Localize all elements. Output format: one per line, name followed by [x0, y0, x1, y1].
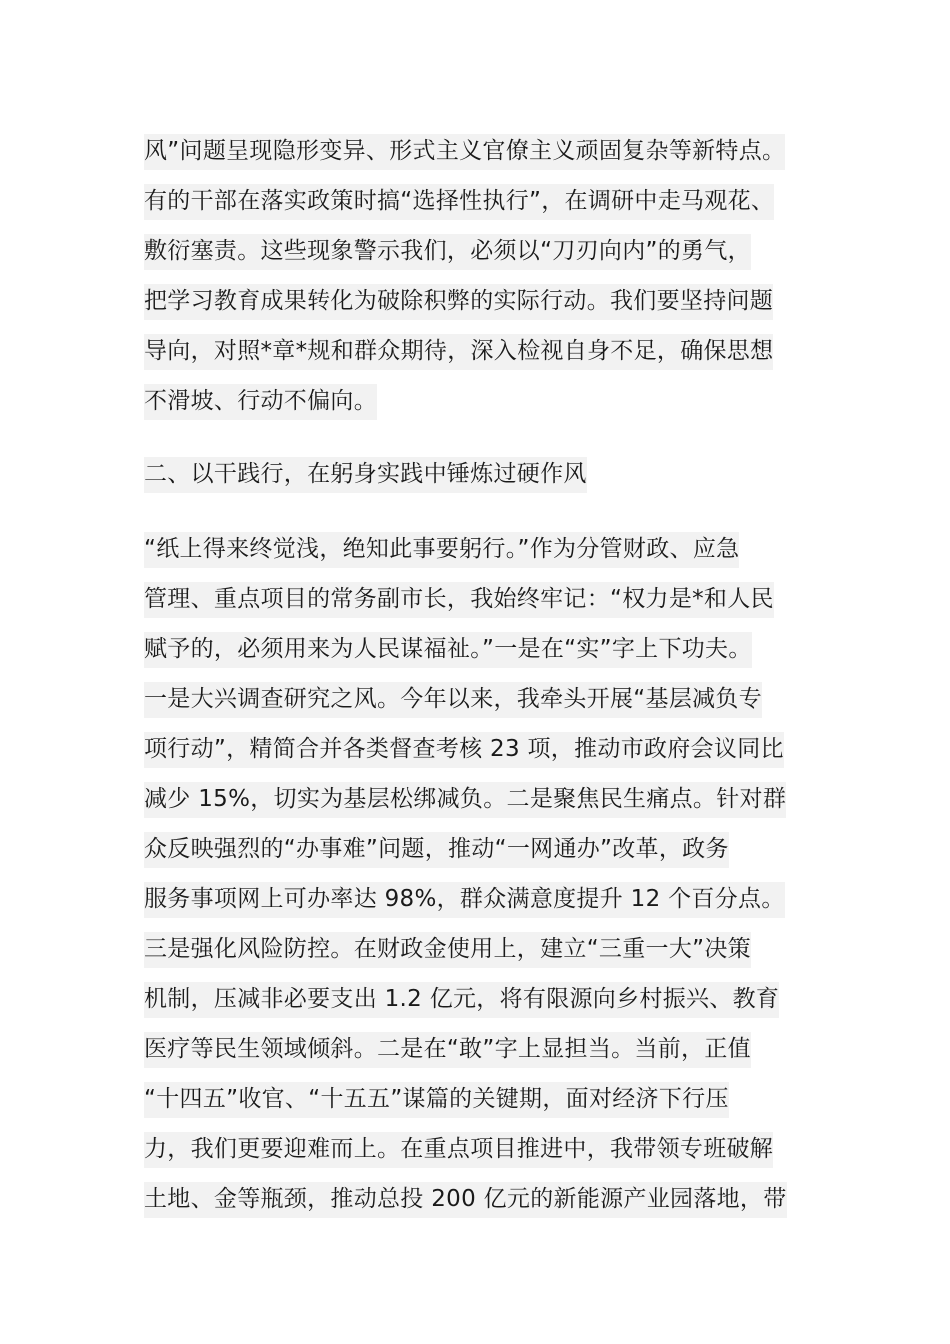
text-line-content: 土地、金等瓶颈，推动总投 200 亿元的新能源产业园落地，带 — [144, 1182, 787, 1218]
text-line-content: 把学习教育成果转化为破除积弊的实际行动。我们要坚持问题 — [144, 284, 773, 320]
text-line — [144, 276, 824, 326]
text-line — [144, 1174, 824, 1224]
text-line — [144, 326, 824, 376]
paragraph-2 — [144, 524, 824, 1224]
text-line — [144, 376, 824, 426]
text-line-content: 减少 15%，切实为基层松绑减负。二是聚焦民生痛点。针对群 — [144, 782, 786, 818]
section-heading-block — [144, 449, 824, 499]
text-line — [144, 674, 824, 724]
text-line-content: “纸上得来终觉浅，绝知此事要躬行。”作为分管财政、应急 — [144, 532, 739, 568]
text-line-content: 敷衍塞责。这些现象警示我们，必须以“刀刃向内”的勇气， — [144, 234, 751, 270]
text-line — [144, 126, 824, 176]
text-line-content: 力，我们更要迎难而上。在重点项目推进中，我带领专班破解 — [144, 1132, 773, 1168]
section-heading — [144, 449, 824, 499]
text-line-content: 管理、重点项目的常务副市长，我始终牢记：“权力是*和人民 — [144, 582, 774, 618]
section-heading-text: 二、以干践行，在躬身实践中锤炼过硬作风 — [144, 457, 587, 493]
text-line — [144, 226, 824, 276]
text-line — [144, 874, 824, 924]
text-line-content: 项行动”，精简合并各类督查考核 23 项，推动市政府会议同比 — [144, 732, 784, 768]
text-line — [144, 774, 824, 824]
text-line-content: 赋予的，必须用来为人民谋福祉。”一是在“实”字上下功夫。 — [144, 632, 752, 668]
text-line — [144, 524, 824, 574]
text-line-content: 机制，压减非必要支出 1.2 亿元，将有限源向乡村振兴、教育 — [144, 982, 779, 1018]
paragraph-1 — [144, 126, 824, 426]
text-line — [144, 624, 824, 674]
text-line — [144, 724, 824, 774]
text-line-content: “十四五”收官、“十五五”谋篇的关键期，面对经济下行压 — [144, 1082, 729, 1118]
text-line — [144, 574, 824, 624]
text-line — [144, 974, 824, 1024]
text-line-content: 有的干部在落实政策时搞“选择性执行”，在调研中走马观花、 — [144, 184, 774, 220]
text-line-content: 医疗等民生领域倾斜。二是在“敢”字上显担当。当前，正值 — [144, 1032, 751, 1068]
text-line-content: 众反映强烈的“办事难”问题，推动“一网通办”改革，政务 — [144, 832, 729, 868]
text-line-content: 服务事项网上可办率达 98%，群众满意度提升 12 个百分点。 — [144, 882, 785, 918]
text-line — [144, 824, 824, 874]
text-line-content: 不滑坡、行动不偏向。 — [144, 384, 377, 420]
text-line-content: 导向，对照*章*规和群众期待，深入检视自身不足，确保思想 — [144, 334, 773, 370]
text-line-content: 风”问题呈现隐形变异、形式主义官僚主义顽固复杂等新特点。 — [144, 134, 785, 170]
text-line — [144, 924, 824, 974]
text-line — [144, 1024, 824, 1074]
text-line — [144, 1124, 824, 1174]
text-line-content: 三是强化风险防控。在财政金使用上，建立“三重一大”决策 — [144, 932, 751, 968]
text-line-content: 一是大兴调查研究之风。今年以来，我牵头开展“基层减负专 — [144, 682, 762, 718]
text-line — [144, 176, 824, 226]
text-line — [144, 1074, 824, 1124]
